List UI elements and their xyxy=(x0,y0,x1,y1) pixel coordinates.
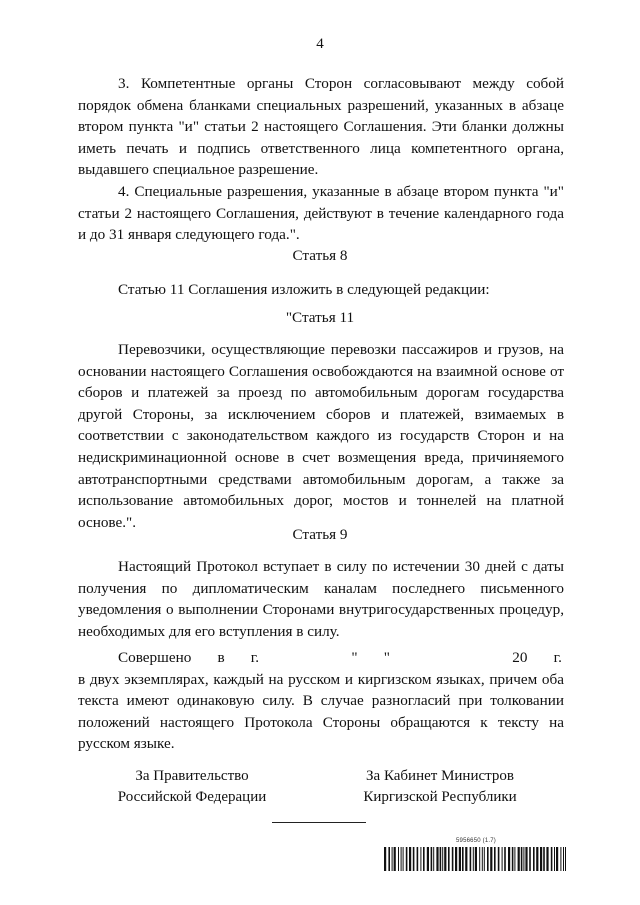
done-at-block xyxy=(78,647,564,755)
quoted-article-11-heading: "Статья 11 xyxy=(285,309,355,326)
article-9-text: Настоящий Протокол вступает в силу по истечении 30 дней с даты получения по дипломатическим каналам последнего письменного уведомления о выполнении Сторонами внутригосударственных процедур, необходимых для его вступления в силу. xyxy=(78,558,564,640)
done-word: Совершено xyxy=(118,649,192,666)
year-abbr: г. xyxy=(553,649,562,666)
year-prefix: 20 xyxy=(512,649,528,666)
paragraph-4-text: Специальные разрешения, указанные в абзаце втором пункта "и" статьи 2 настоящего Соглашения, действуют в течение календарного года и до 31 января следующего года.". xyxy=(78,183,564,244)
article-9-paragraph-block xyxy=(78,556,564,642)
divider-line xyxy=(272,822,366,823)
barcode-image xyxy=(384,847,568,871)
barcode-block xyxy=(384,838,568,871)
page-number: 4 xyxy=(316,36,324,52)
done-city-abbr: г. xyxy=(250,649,260,666)
article-9-heading: Статья 9 xyxy=(292,526,348,543)
signature-kyrgyzstan-line2: Киргизской Республики xyxy=(363,789,517,805)
signature-kyrgyzstan-line1: За Кабинет Министров xyxy=(366,768,514,784)
barcode-number: 5956650 (1.7) xyxy=(456,838,496,844)
article-8-intro-block xyxy=(78,279,564,301)
article-11-text: Перевозчики, осуществляющие перевозки пассажиров и грузов, на основании настоящего Соглашения освобождаются на взаимной основе от сборов и платежей за проезд по автомобильным дорогам государства другой Стороны, за исключением сборов и платежей, взимаемых в соответствии с законодательством каждого из государств Сторон и на недискриминационной основе в счет возмещения вреда, причиняемого автотранспортными средствами автомобильным дорогам, а также за использование автомобильных дорог, мостов и тоннелей на платной основе.". xyxy=(78,341,564,531)
paragraph-3-text: Компетентные органы Сторон согласовывают между собой порядок обмена бланками специальных разрешений, указанных в абзаце втором пункта "и" статьи 2 настоящего Соглашения. Эти бланки должны иметь печать и подпись ответственного лица компетентного органа, выдавшего специальное разрешение. xyxy=(78,75,565,179)
done-in: в xyxy=(217,649,225,666)
signature-russia-line2: Российской Федерации xyxy=(117,789,267,805)
paragraph-4 xyxy=(78,181,564,246)
signature-russia-line1: За Правительство xyxy=(135,768,249,784)
done-at-line xyxy=(78,647,564,669)
signature-russia xyxy=(112,766,272,808)
signature-kyrgyzstan xyxy=(350,766,530,808)
date-quote-open: " xyxy=(351,649,358,666)
done-at-text: в двух экземплярах, каждый на русском и киргизском языках, причем оба текста имеют одинаковую силу. В случае разногласий при толковании положений настоящего Протокола Стороны обращаются к тексту на русском языке. xyxy=(78,670,564,753)
paragraph-3 xyxy=(78,73,564,181)
article-11-paragraph-block xyxy=(78,339,564,533)
paragraph-4-number: 4. xyxy=(118,183,130,200)
article-8-heading: Статья 8 xyxy=(292,247,348,264)
date-quote-close: " xyxy=(383,649,390,666)
article-8-intro: Статью 11 Соглашения изложить в следующей редакции: xyxy=(118,281,490,298)
paragraph-3-number: 3. xyxy=(118,75,130,92)
